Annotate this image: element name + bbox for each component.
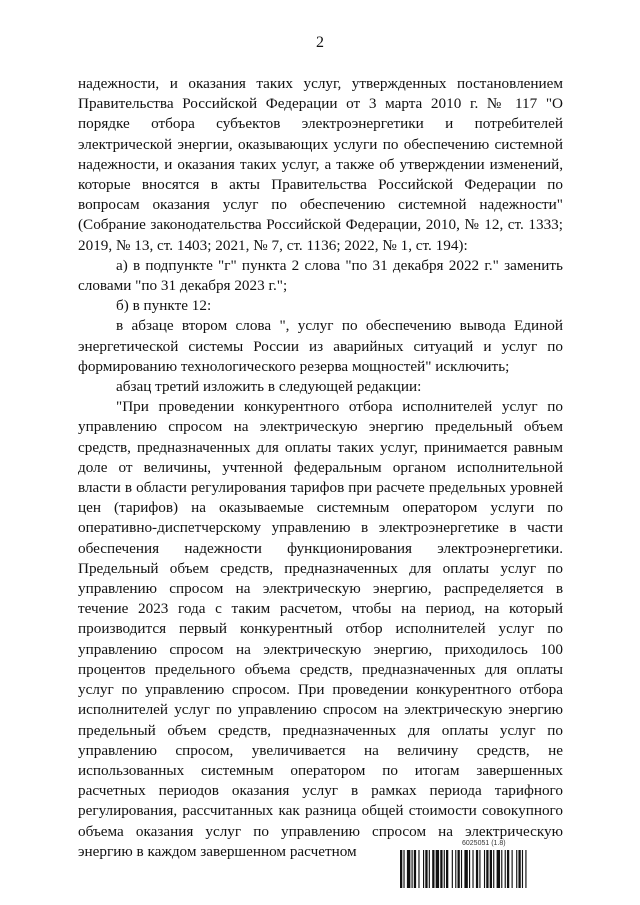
paragraph-b-third-abzac: абзац третий изложить в следующей редакции: [116,378,422,396]
barcode-bar [464,850,467,888]
paragraph-b-second-abzac: в абзаце втором слова ", услуг по обеспечению вывода Единой энергетической системы России из аварийных ситуаций и услуг по формированию технологического резерва мощностей" исключить; [78,317,563,375]
barcode-bar [452,850,453,888]
barcode-bar [412,850,413,888]
barcode-bar [472,850,473,888]
barcode-bar [440,850,442,888]
barcode-block [400,840,575,890]
paragraph-a: а) в подпункте "г" пункта 2 слова "по 31 декабря 2022 г." заменить словами "по 31 декабря 2023 г."; [78,256,563,295]
barcode-bar [461,850,462,888]
barcode-bar [418,850,419,888]
barcode-bar [446,850,448,888]
page-number: 2 [316,34,324,51]
barcode-bar [484,850,485,888]
barcode-bar [493,850,494,888]
barcode-bar [458,850,460,888]
barcode-bar [479,850,480,888]
barcode-caption: 6025051 (1.8) [462,840,506,847]
barcode-bar [476,850,478,888]
barcode-bar [522,850,523,888]
barcode-bar [403,850,404,888]
barcode-icon [400,850,575,888]
barcode-bar [497,850,500,888]
barcode-bar [516,850,517,888]
barcode-bar [432,850,434,888]
barcode-bar [407,850,410,888]
barcode-bar [423,850,424,888]
barcode-bar [518,850,520,888]
barcode-bar [429,850,430,888]
barcode-bar [501,850,502,888]
barcode-bar [490,850,492,888]
barcode-bar [455,850,456,888]
paragraph-new-wording: "При проведении конкурентного отбора исполнителей услуг по управлению спросом на электрическую энергию предельный объем средств, предназначенных для оплаты таких услуг, принимается равным доле от величины, учтенной федеральным органом исполнительной власти в области регулирования тарифов при расчете предельных уровней цен (тарифов) на оказываемые системным оператором услуги по оперативно-диспетчерскому управлению в электроэнергетике в части обеспечения надежности функционирования электроэнергетики. Предельный объем средств, предназначенных для оплаты услуг по управлению спросом на электрическую энергию, распределяется в течение 2023 года с таким расчетом, чтобы на период, на который производится первый конкурентный отбор исполнителей услуг по управлению спросом на электрическую энергию, приходилось 100 процентов предельного объема средств, предназначенных для оплаты услуг по управлению спросом. При проведении конкурентного отбора исполнителей услуг по управлению спросом на электрическую энергию предельный объем средств, предназначенных для оплаты услуг по управлению спросом, увеличивается на величину средств, не использованных системным оператором по итогам завершенных расчетных периодов оказания услуг в рамках периода тарифного регулирования, рассчитанных как разница общей стоимости совокупного объема оказания услуг по управлению спросом на электрическую энергию в каждом завершенном расчетном [78,398,563,860]
barcode-bar [425,850,427,888]
barcode-bar [512,850,513,888]
paragraph-intro: надежности, и оказания таких услуг, утвержденных постановлением Правительства Российской Федерации от 3 марта 2010 г. № 117 "О порядке отбора субъектов электроэнергетики и потребителей электрической энергии, оказывающих услуги по обеспечению системной надежности, и оказания таких услуг, а также об утверждении изменений, которые вносятся в акты Правительства Российской Федерации по вопросам оказания услуг по обеспечению системной надежности" (Собрание законодательства Российской Федерации, 2010, № 12, ст. 1333; 2019, № 13, ст. 1403; 2021, № 7, ст. 1136; 2022, № 1, ст. 194): [78,75,563,254]
barcode-bar [400,850,402,888]
barcode-bar [444,850,445,888]
barcode-bar [486,850,488,888]
barcode-bar [507,850,509,888]
barcode-bar [505,850,506,888]
paragraph-b: б) в пункте 12: [116,297,212,315]
barcode-bar [469,850,470,888]
barcode-bar [414,850,416,888]
document-body [78,74,563,862]
barcode-bar [436,850,439,888]
barcode-bar [525,850,526,888]
